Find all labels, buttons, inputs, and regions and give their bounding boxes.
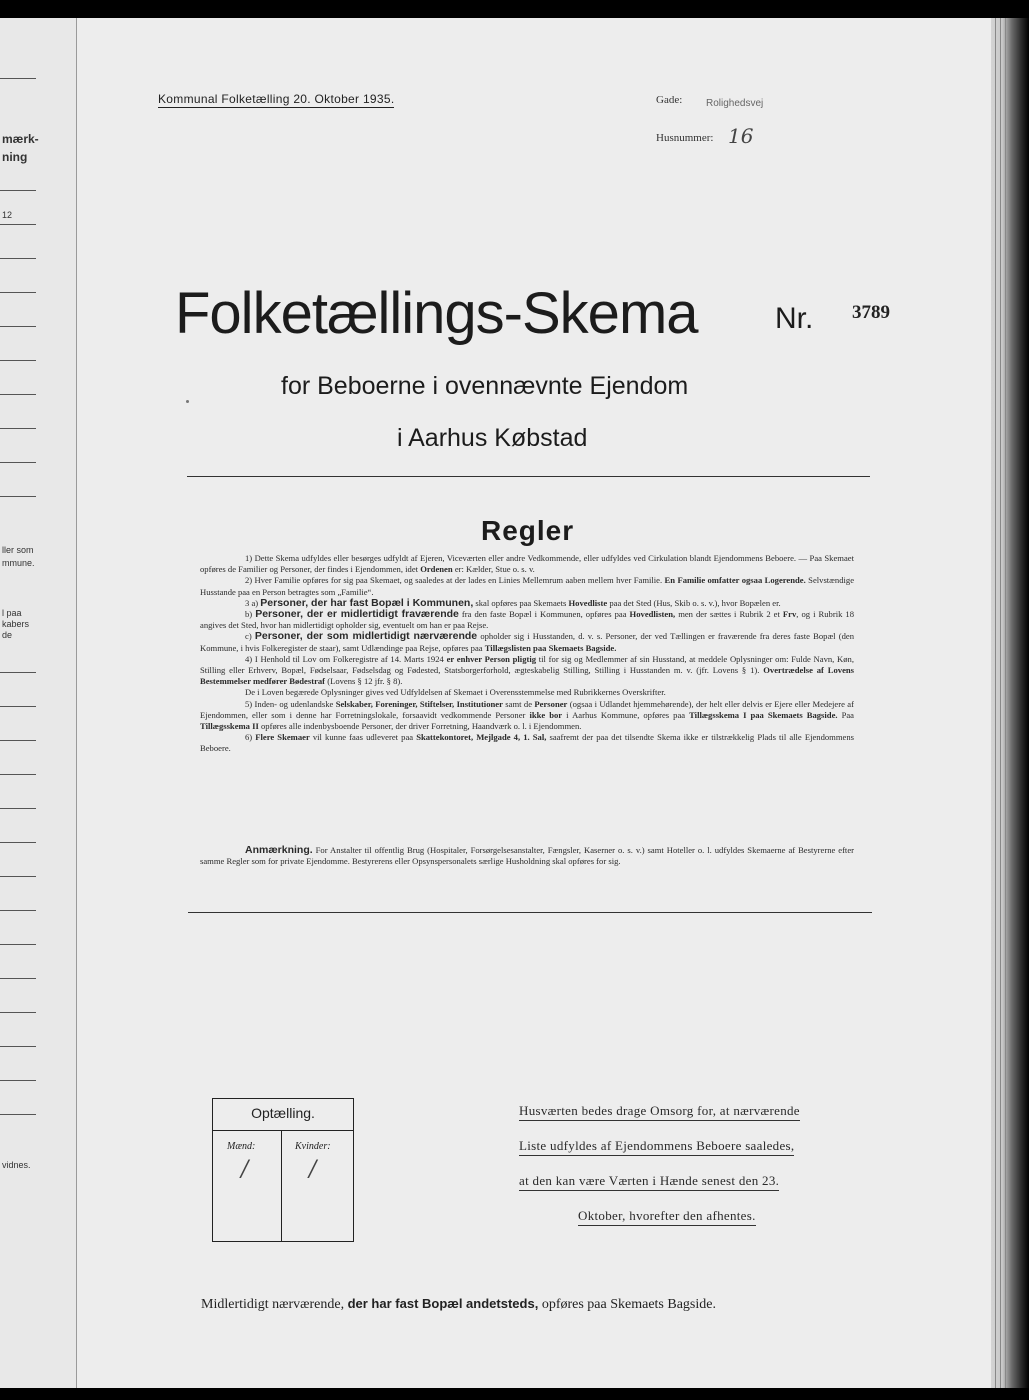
- rule-5: [200, 699, 854, 733]
- rule-text: b): [245, 609, 253, 620]
- count-box-column-divider: [281, 1130, 282, 1241]
- rule-text: (Lovens § 12 jfr. § 8).: [327, 676, 403, 687]
- strip-rule: [0, 1114, 36, 1115]
- title-divider: [187, 476, 870, 477]
- count-box: [212, 1098, 354, 1242]
- rule-emphasis: er enhver Person pligtig: [446, 653, 537, 664]
- paper-speck: [186, 400, 189, 403]
- strip-fragment: ller som: [2, 545, 34, 555]
- strip-rule: [0, 78, 36, 79]
- strip-rule: [0, 1012, 36, 1013]
- rule-text: (ogsaa i Udlandet hjemmehørende), der helt eller delvis er Ejere eller Medejere af Ejendommen, eller som i denne har Forretningslokale, forsaavidt vedkommende Personer: [200, 698, 854, 720]
- strip-rule: [0, 258, 36, 259]
- rule-label: Personer, der er midlertidigt fraværende: [255, 608, 459, 621]
- rule-text: er: Kælder, Stue o. s. v.: [454, 564, 535, 575]
- rule-emphasis: Tillægsskema II: [200, 721, 259, 732]
- rule-text: men der sættes i Rubrik 2 et: [678, 609, 780, 620]
- men-count: /: [241, 1157, 249, 1182]
- rule-text: 2) Hver Familie opføres for sig paa Skemaet, og saaledes at der lades en Linies Mellemrum aaben mellem hver Familie.: [245, 575, 663, 586]
- rule-emphasis: Ordenen: [420, 564, 453, 575]
- rule-emphasis: Personer: [534, 698, 568, 709]
- rule-text: vil kunne faas udleveret paa: [312, 732, 414, 743]
- strip-rule: [0, 808, 36, 809]
- rule-emphasis: Hovedlisten,: [629, 609, 676, 620]
- footer-text: Midlertidigt nærværende,: [201, 1297, 345, 1312]
- strip-rule: [0, 842, 36, 843]
- binding-edge-line: [1005, 18, 1006, 1388]
- rule-text: opføres alle indenbysboende Personer, der driver Forretning, Haandværk o. l. i Ejendommen.: [260, 721, 582, 732]
- street-label: Gade:: [656, 94, 683, 106]
- form-location: i Aarhus Købstad: [397, 424, 588, 452]
- strip-rule: [0, 428, 36, 429]
- rule-text: fra den faste Bopæl i Kommunen, opføres paa: [461, 609, 627, 620]
- rule-text: samt de: [505, 698, 533, 709]
- count-box-title: Optælling.: [251, 1105, 315, 1121]
- rule-3b: [200, 609, 854, 631]
- house-number-label: Husnummer:: [656, 132, 714, 144]
- rule-text: i Aarhus Kommune, opføres paa: [566, 709, 686, 720]
- rule-emphasis: Frv: [782, 609, 797, 620]
- strip-fragment: mærk-: [2, 132, 39, 146]
- remark-label: Anmærkning.: [245, 844, 313, 856]
- strip-rule: [0, 672, 36, 673]
- rule-text: opholder sig i Husstanden, d. v. s. Personer, der ved Tællingen er fraværende fra deres faste Bopæl (den Kommune, i hvis Folkeregister de staar), samt Udlændinge paa Rejse, opføres paa: [200, 631, 855, 653]
- rule-4-note: [200, 687, 854, 698]
- notice-line: Liste udfyldes af Ejendommens Beboere saaledes,: [519, 1138, 794, 1156]
- rule-emphasis: Flere Skemaer: [255, 732, 310, 743]
- rule-text: 1) Dette Skema udfyldes eller besørges udfyldt af Ejeren, Viceværten eller andre Vedkommende, eller udfyldes ved Cirkulation blandt Ejendommens Beboere. — Paa Skemaet opføres de Familier og Personer, der findes i Ejendommen, idet: [200, 553, 854, 575]
- rules-body: [200, 553, 854, 755]
- footer-instruction: [201, 1296, 716, 1313]
- rule-emphasis: Hovedliste: [568, 597, 608, 608]
- notice-line: Husværten bedes drage Omsorg for, at nærværende: [519, 1103, 800, 1121]
- rule-text: , og i Rubrik 18 angives det Sted, hvor han midlertidigt opholder sig, eventuelt om han er paa Rejse.: [200, 609, 854, 631]
- strip-fragment: kabers: [2, 619, 30, 629]
- form-subtitle: for Beboerne i ovennævnte Ejendom: [281, 372, 689, 400]
- book-binding-edge: [991, 18, 1029, 1388]
- strip-rule: [0, 224, 36, 225]
- strip-rule: [0, 706, 36, 707]
- rule-text: Paa: [841, 709, 854, 720]
- women-count: /: [309, 1157, 317, 1182]
- rule-emphasis: Tillægsskema I paa Skemaets Bagside.: [689, 709, 838, 720]
- strip-rule: [0, 462, 36, 463]
- strip-rule: [0, 876, 36, 877]
- footer-emphasis: der har fast Bopæl andetsteds,: [347, 1296, 539, 1311]
- rule-3c: [200, 631, 854, 653]
- rule-6: [200, 732, 854, 754]
- rule-text: paa det Sted (Hus, Skib o. s. v.), hvor Bopælen er.: [609, 597, 781, 608]
- rule-emphasis: Skattekontoret, Mejlgade 4, 1. Sal,: [416, 732, 547, 743]
- previous-page-strip: [0, 18, 77, 1388]
- strip-rule: [0, 1046, 36, 1047]
- rules-heading: Regler: [481, 515, 575, 546]
- rule-emphasis: En Familie omfatter ogsaa Logerende.: [664, 575, 806, 586]
- rule-2: [200, 575, 854, 597]
- form-title: Folketællings-Skema: [175, 281, 698, 346]
- strip-rule: [0, 326, 36, 327]
- rule-text: Selvstændige Husstande paa en Person betragtes som „Familie“.: [200, 575, 855, 597]
- rule-text: skal opføres paa Skemaets: [475, 597, 567, 608]
- strip-rule: [0, 944, 36, 945]
- rule-text: 4) I Henhold til Lov om Folkeregistre af 14. Marts 1924: [245, 653, 444, 664]
- rule-1: [200, 553, 854, 575]
- rule-text: 5) Inden- og udenlandske: [245, 698, 334, 709]
- remark-section: [200, 845, 854, 867]
- strip-rule: [0, 394, 36, 395]
- rule-emphasis: Selskaber, Foreninger, Stiftelser, Institutioner: [335, 698, 503, 709]
- house-number-value: 16: [728, 124, 754, 148]
- strip-fragment: ning: [2, 150, 28, 164]
- rule-text: 3 a): [245, 597, 259, 608]
- strip-rule: [0, 190, 36, 191]
- rule-text: til for sig og Medlemmer af sin Husstand, at meddele Oplysninger om: Fulde Navn, Køn, Stilling eller Erhverv, Bopæl, Fødselsaar, Fødselsdag og Fødested, Statsborgerforhold, ægteskabelig Stilling, Stilling i Husstanden m. v. (jfr. Lovens § 1).: [200, 653, 854, 676]
- notice-line: Oktober, hvorefter den afhentes.: [578, 1208, 756, 1226]
- strip-rule: [0, 774, 36, 775]
- strip-fragment: 12: [2, 210, 13, 220]
- count-box-rule: [213, 1130, 353, 1131]
- strip-rule: [0, 360, 36, 361]
- rule-emphasis: Tillægslisten paa Skemaets Bagside.: [484, 642, 617, 653]
- rule-text: saafremt der paa det tilsendte Skema ikke er tilstrækkelig Plads til alle Ejendommens Beboere.: [200, 732, 854, 754]
- strip-rule: [0, 910, 36, 911]
- strip-fragment: l paa: [2, 608, 22, 618]
- street-value: Rolighedsvej: [706, 98, 764, 109]
- binding-edge-line: [1000, 18, 1001, 1388]
- footer-text: opføres paa Skemaets Bagside.: [541, 1297, 716, 1312]
- strip-rule: [0, 496, 36, 497]
- strip-rule: [0, 1080, 36, 1081]
- census-title-header: Kommunal Folketælling 20. Oktober 1935.: [158, 92, 395, 106]
- rule-emphasis: ikke bor: [529, 709, 563, 720]
- notice-line: at den kan være Værten i Hænde senest den 23.: [519, 1173, 779, 1191]
- women-label: Kvinder:: [295, 1141, 331, 1152]
- rule-label: Personer, der som midlertidigt nærværende: [254, 630, 478, 643]
- strip-rule: [0, 740, 36, 741]
- remark-paragraph: [200, 845, 854, 867]
- form-number-value: 3789: [852, 302, 890, 323]
- rule-4: [200, 654, 854, 688]
- remark-text: For Anstalter til offentlig Brug (Hospitaler, Forsørgelsesanstalter, Fængsler, Kaserner o. s. v.) samt Hoteller o. l. udfyldes Skemaerne af Bestyrerne efter samme Regler som for private Ejendomme. Bestyrerens eller Opsynspersonalets særlige Husholdning skal opføres for sig.: [200, 845, 854, 867]
- rule-label: Personer, der har fast Bopæl i Kommunen,: [260, 596, 474, 609]
- strip-fragment: mmune.: [2, 558, 35, 568]
- strip-rule: [0, 978, 36, 979]
- rule-text: De i Loven begærede Oplysninger gives ved Udfyldelsen af Skemaet i Overensstemmelse med Rubrikkernes Overskrifter.: [245, 687, 666, 698]
- remark-divider: [188, 912, 872, 913]
- form-number-label: Nr.: [775, 302, 814, 335]
- rule-text: c): [245, 631, 252, 642]
- rule-text: 6): [245, 732, 253, 743]
- strip-fragment: de: [2, 630, 13, 640]
- rule-emphasis: Overtrædelse af Lovens Bestemmelser medfører Bødestraf: [200, 665, 855, 687]
- strip-fragment: vidnes.: [2, 1160, 31, 1170]
- men-label: Mænd:: [227, 1141, 256, 1152]
- binding-edge-line: [995, 18, 996, 1388]
- strip-rule: [0, 292, 36, 293]
